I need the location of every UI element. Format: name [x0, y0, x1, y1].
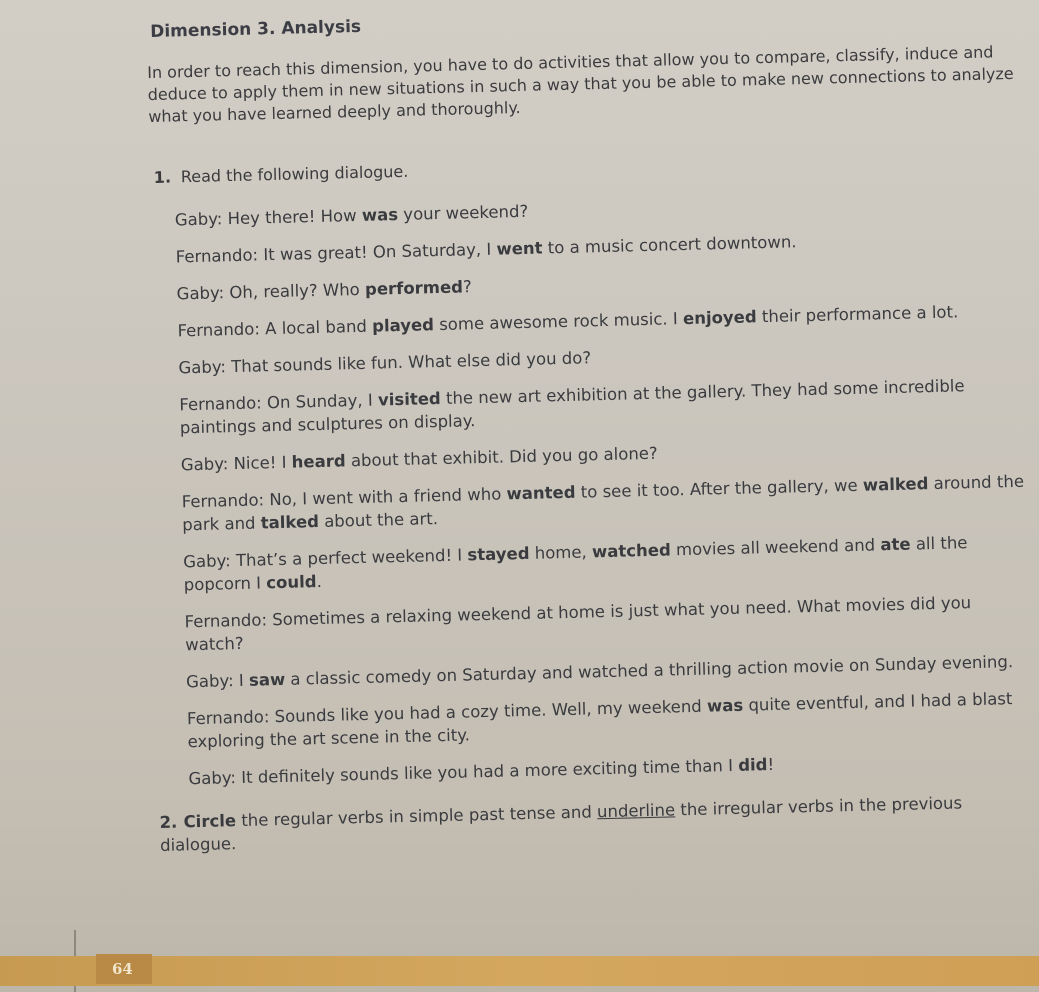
dialogue-line: Fernando: On Sunday, I visited the new art exhibition at the gallery. They had some incredible paintings and sculptures on display. — [179, 376, 965, 438]
highlighted-verb: was — [706, 695, 744, 716]
dialogue-line: Gaby: Hey there! How was your weekend? — [174, 201, 529, 230]
page-content — [147, 1, 1039, 857]
footer-band — [0, 956, 1039, 986]
speaker-name: Fernando — [179, 393, 257, 415]
dialogue-line: Gaby: Oh, really? Who performed? — [176, 277, 472, 304]
dialogue-text: Oh, really? Who — [229, 279, 366, 303]
dialogue-text: home, — [529, 542, 593, 563]
dialogue-text: their performance a lot. — [756, 302, 959, 327]
circle-word: Circle — [183, 811, 237, 832]
dialogue-line: Fernando: Sounds like you had a cozy time. Well, my weekend was quite eventful, and I had a blast exploring the art scene in the city. — [186, 689, 1013, 752]
speaker-name: Fernando — [181, 490, 259, 512]
speaker-name: Fernando — [177, 319, 255, 341]
dialogue-line: Gaby: That sounds like fun. What else did you do? — [178, 348, 592, 378]
dialogue-text: That’s a perfect weekend! I — [235, 545, 468, 571]
speaker-name: Fernando — [186, 707, 265, 729]
dialogue-line: Fernando: A local band played some awesome rock music. I enjoyed their performance a lot. — [177, 302, 959, 341]
dialogue-text: No, I went with a friend who — [269, 484, 507, 510]
dialogue-text: . — [316, 571, 323, 592]
speaker-name: Gaby — [176, 283, 219, 304]
highlighted-verb: could — [266, 572, 317, 593]
dialogue-text: Sometimes a relaxing weekend at home is just what you need. What movies did you watch? — [184, 593, 972, 655]
speaker-name: Gaby — [188, 768, 231, 789]
dialogue-text: A local band — [264, 316, 373, 339]
dialogue-text: some awesome rock music. I — [433, 309, 684, 335]
dialogue-text: all the popcorn I — [183, 533, 968, 595]
dialogue-text: about that exhibit. Did you go alone? — [345, 443, 658, 471]
speaker-name: Gaby — [180, 454, 223, 475]
speaker-name: Gaby — [182, 551, 226, 572]
dialogue-text: It was great! On Saturday, I — [263, 239, 497, 265]
dialogue-text: That sounds like fun. What else did you do? — [230, 348, 592, 377]
speaker-name: Fernando — [175, 245, 253, 267]
highlighted-verb: went — [496, 238, 543, 259]
speaker-name: Gaby — [185, 671, 229, 692]
question-2-number: 2. — [159, 812, 178, 833]
dialogue — [155, 188, 1039, 791]
dialogue-text: Nice! I — [233, 452, 292, 474]
dialogue-text: a classic comedy on Saturday and watched a thrilling action movie on Sunday evening. — [284, 652, 1014, 689]
dialogue-text: ! — [767, 754, 775, 775]
speaker-name: Gaby — [178, 357, 221, 378]
dialogue-text: movies all weekend and — [670, 535, 881, 560]
highlighted-verb: played — [371, 315, 435, 336]
underline-word: underline — [596, 800, 676, 822]
dialogue-text: I — [238, 670, 250, 691]
section-heading: Dimension 3. Analysis — [150, 16, 362, 42]
dialogue-line: Gaby: That’s a perfect weekend! I stayed home, watched movies all weekend and ate all the popcorn I could. — [182, 533, 968, 595]
dialogue-text: It deﬁnitely sounds like you had a more exciting time than I — [241, 755, 739, 787]
highlighted-verb: stayed — [467, 543, 530, 565]
speaker-name: Gaby — [174, 209, 218, 230]
highlighted-verb: performed — [364, 277, 464, 299]
dialogue-line: Gaby: It deﬁnitely sounds like you had a more exciting time than I did! — [188, 754, 775, 789]
speaker-name: Fernando — [184, 610, 262, 632]
dialogue-line: Gaby: Nice! I heard about that exhibit. Did you go alone? — [180, 443, 658, 475]
dialogue-text: On Sunday, I — [266, 390, 379, 413]
intro-paragraph: In order to reach this dimension, you have to do activities that allow you to compare, classify, induce and deduce to apply them in new situations in such a way that you be able to make new connections to analyze what you have learned deeply and thoroughly. — [147, 42, 1014, 127]
dialogue-line: Fernando: No, I went with a friend who wanted to see it too. After the gallery, we walked around the park and talked about the art. — [181, 471, 1025, 535]
dialogue-text: your weekend? — [397, 201, 529, 224]
dialogue-text: Hey there! How — [227, 205, 363, 229]
highlighted-verb: visited — [377, 389, 441, 410]
dialogue-text: ? — [462, 277, 472, 297]
dialogue-text: about the art. — [318, 509, 439, 532]
question-1-text: Read the following dialogue. — [180, 161, 409, 187]
dialogue-text: the new art exhibition at the gallery. They had some incredible paintings and sculptures on display. — [179, 376, 965, 438]
page-number: 64 — [96, 954, 152, 984]
dialogue-line: Gaby: I saw a classic comedy on Saturday and watched a thrilling action movie on Sunday evening. — [185, 652, 1014, 692]
question-2-middle: the regular verbs in simple past tense and — [235, 802, 598, 831]
dialogue-line: Fernando: It was great! On Saturday, I went to a music concert downtown. — [175, 232, 797, 267]
highlighted-verb: enjoyed — [682, 307, 757, 329]
highlighted-verb: did — [737, 755, 768, 775]
question-1 — [154, 147, 1024, 187]
highlighted-verb: talked — [260, 512, 320, 533]
highlighted-verb: saw — [248, 669, 286, 690]
dialogue-text: to see it too. After the gallery, we — [575, 475, 864, 502]
dialogue-text: to a music concert downtown. — [542, 232, 797, 258]
question-2 — [159, 790, 1039, 857]
highlighted-verb: ate — [880, 534, 911, 555]
dialogue-line: Fernando: Sometimes a relaxing weekend at home is just what you need. What movies did you watch? — [184, 593, 972, 655]
highlighted-verb: walked — [862, 474, 929, 495]
dialogue-text: quite eventful, and I had a blast exploring the art scene in the city. — [187, 689, 1013, 752]
question-1-number: 1. — [153, 167, 172, 187]
dialogue-text: Sounds like you had a cozy time. Well, my weekend — [274, 696, 708, 727]
highlighted-verb: wanted — [506, 482, 576, 504]
dialogue-text: around the park and — [182, 471, 1025, 535]
highlighted-verb: was — [361, 204, 399, 225]
highlighted-verb: heard — [291, 451, 346, 472]
highlighted-verb: watched — [591, 540, 671, 562]
question-2-end: the irregular verbs in the previous dialogue. — [159, 793, 963, 855]
